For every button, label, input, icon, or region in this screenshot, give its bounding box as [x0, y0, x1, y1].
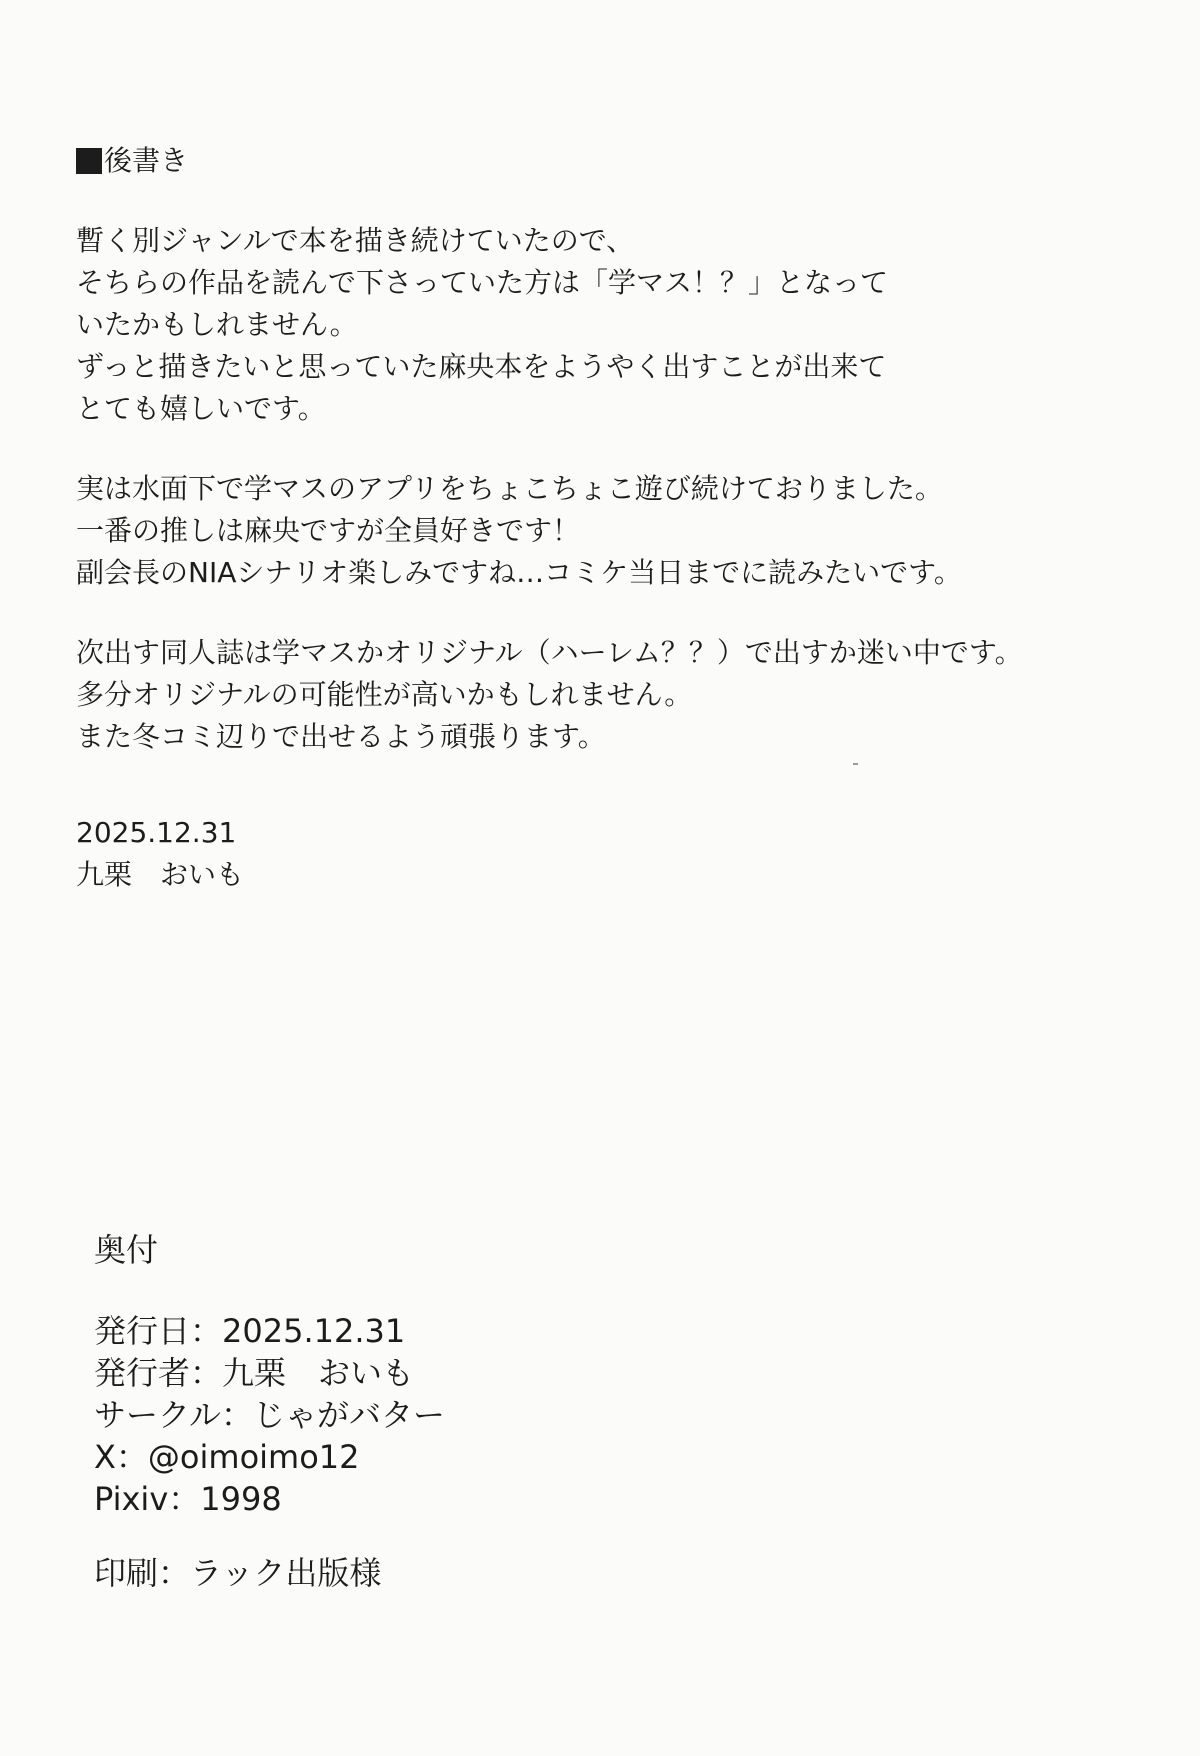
afterword-heading	[76, 140, 1136, 182]
afterword-paragraph-2	[76, 468, 1136, 594]
colophon-section	[94, 1226, 894, 1594]
text-line: 暫く別ジャンルで本を描き続けていたので、	[76, 224, 635, 257]
x-account: X：@oimoimo12	[94, 1438, 360, 1476]
text-line: 一番の推しは麻央ですが全員好きです！	[76, 514, 581, 547]
square-bullet-icon	[76, 148, 102, 174]
text-line: ずっと描きたいと思っていた麻央本をようやく出すことが出来て	[76, 350, 887, 383]
signature-block	[76, 812, 1136, 896]
text-line: 多分オリジナルの可能性が高いかもしれません。	[76, 678, 693, 711]
text-line: そちらの作品を読んで下さっていた方は「学マス！？」となって	[76, 266, 889, 299]
text-line: また冬コミ辺りで出せるよう頑張ります。	[76, 720, 606, 753]
text-line: 次出す同人誌は学マスかオリジナル（ハーレム？？）で出すか迷い中です。	[76, 636, 1023, 669]
circle-name: サークル：じゃがバター	[94, 1396, 446, 1434]
colophon-details	[94, 1310, 894, 1520]
colophon-title: 奥付	[94, 1231, 159, 1269]
text-line: いたかもしれません。	[76, 308, 358, 341]
afterword-section	[76, 140, 1136, 896]
publisher: 発行者：九栗 おいも	[94, 1354, 415, 1392]
signature-date: 2025.12.31	[76, 816, 237, 849]
text-line: 実は水面下で学マスのアプリをちょこちょこ遊び続けておりました。	[76, 472, 943, 505]
scan-speck	[853, 763, 858, 765]
afterword-paragraph-1	[76, 220, 1136, 430]
signature-author: 九栗 おいも	[76, 858, 245, 891]
printer: 印刷：ラック出版様	[94, 1554, 382, 1592]
publish-date: 発行日：2025.12.31	[94, 1312, 406, 1350]
text-line: 副会長のNIAシナリオ楽しみですね…コミケ当日までに読みたいです。	[76, 556, 962, 589]
afterword-heading-text: 後書き	[104, 144, 189, 177]
afterword-paragraph-3	[76, 632, 1136, 758]
text-line: とても嬉しいです。	[76, 392, 326, 425]
pixiv-id: Pixiv：1998	[94, 1480, 282, 1518]
